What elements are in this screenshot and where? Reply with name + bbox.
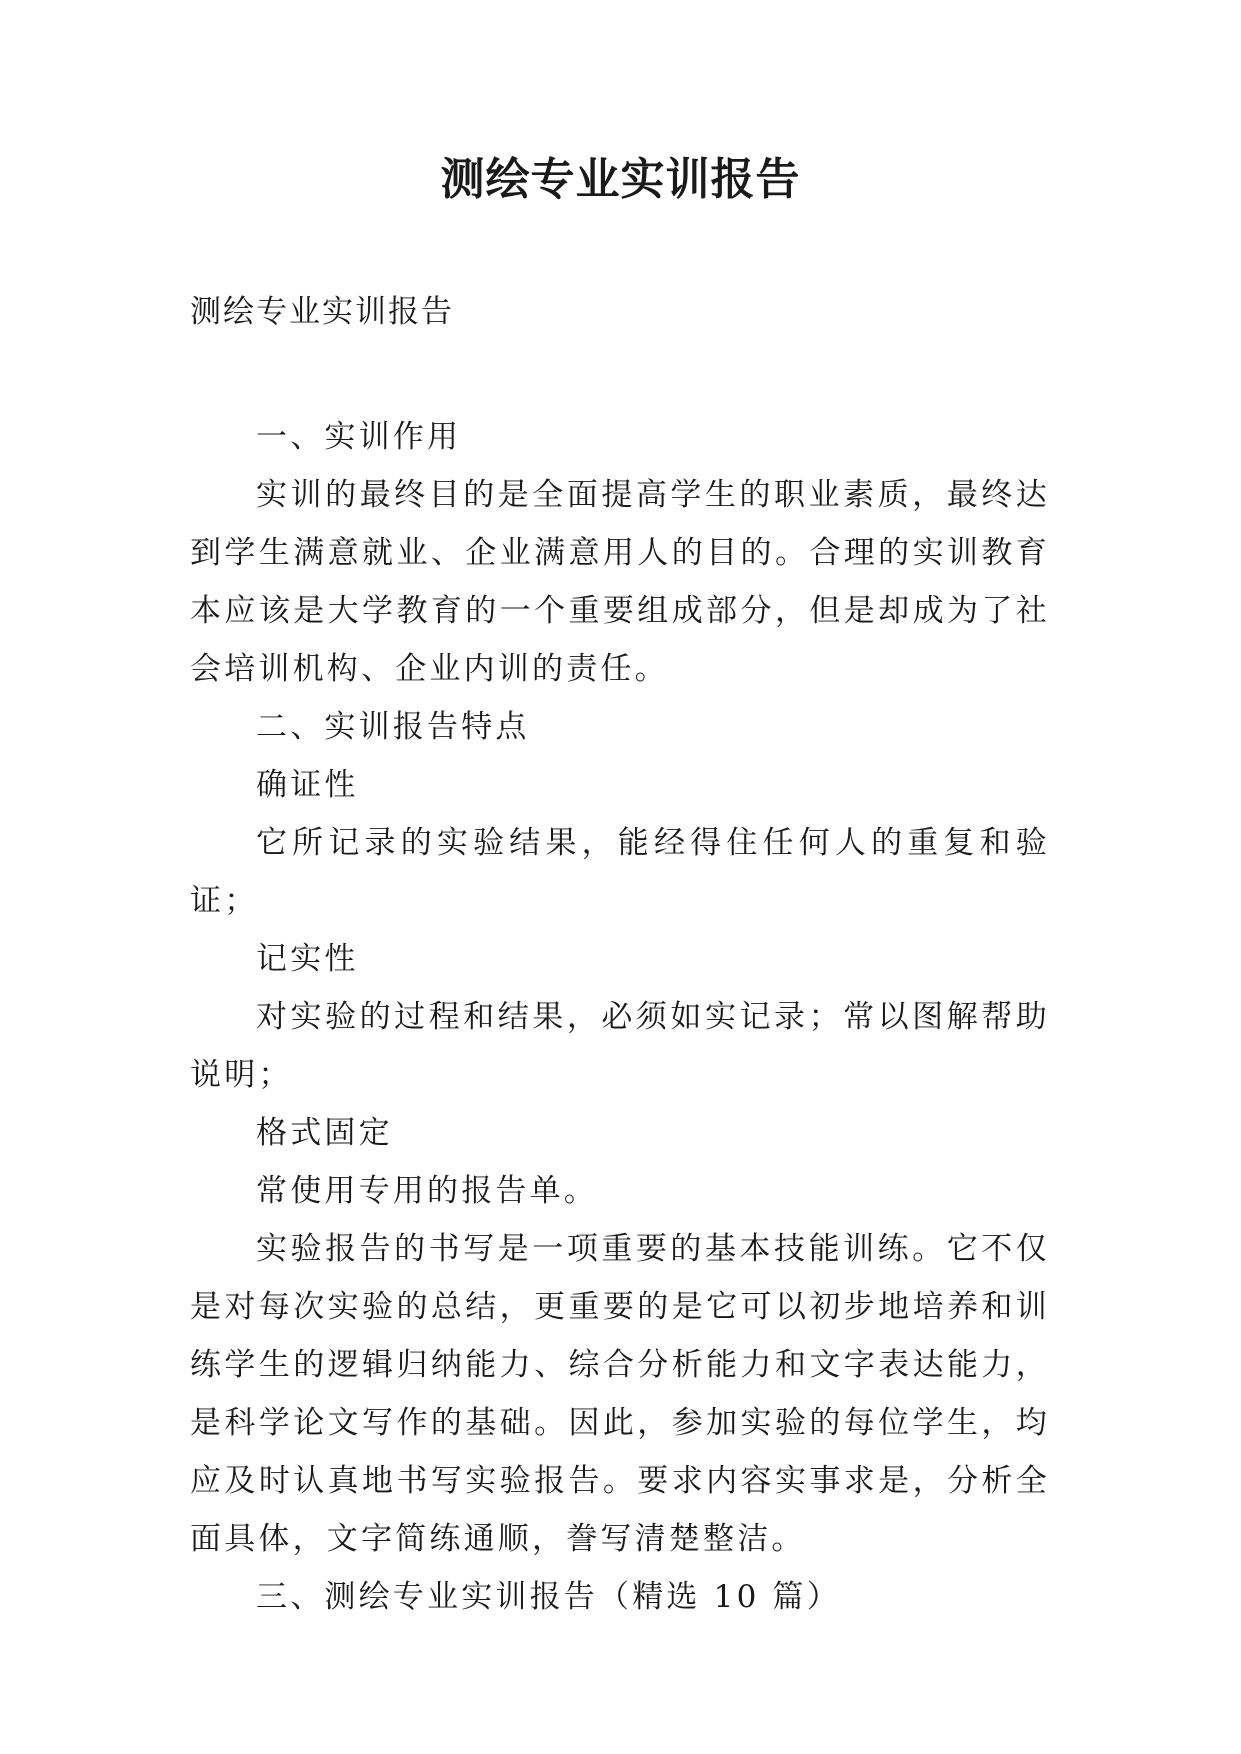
section-heading-3: 三、测绘专业实训报告（精选 10 篇） <box>256 1579 841 1615</box>
section-heading-1: 一、实训作用 <box>256 419 462 455</box>
body-paragraph: 实验报告的书写是一项重要的基本技能训练。它不仅是对每次实验的总结，更重要的是它可以初步地培养和训练学生的逻辑归纳能力、综合分析能力和文字表达能力，是科学论文写作的基础。因此，参加实验的每位学生，均应及时认真地书写实验报告。要求内容实事求是，分析全面具体，文字简练通顺，誊写清楚整洁。 <box>190 1231 1050 1557</box>
body-paragraph: 常使用专用的报告单。 <box>256 1173 598 1209</box>
body-paragraph: 它所记录的实验结果，能经得住任何人的重复和验证； <box>190 825 1050 919</box>
feature-label: 格式固定 <box>256 1115 393 1151</box>
feature-label: 记实性 <box>256 941 359 977</box>
document-subtitle: 测绘专业实训报告 <box>190 294 454 330</box>
feature-label: 确证性 <box>256 767 359 803</box>
document-title: 测绘专业实训报告 <box>440 154 801 205</box>
document-body <box>190 408 1050 1626</box>
body-paragraph: 实训的最终目的是全面提高学生的职业素质，最终达到学生满意就业、企业满意用人的目的。合理的实训教育本应该是大学教育的一个重要组成部分，但是却成为了社会培训机构、企业内训的责任。 <box>190 477 1050 687</box>
section-heading-2: 二、实训报告特点 <box>256 709 530 745</box>
body-paragraph: 对实验的过程和结果，必须如实记录；常以图解帮助说明； <box>190 999 1050 1093</box>
